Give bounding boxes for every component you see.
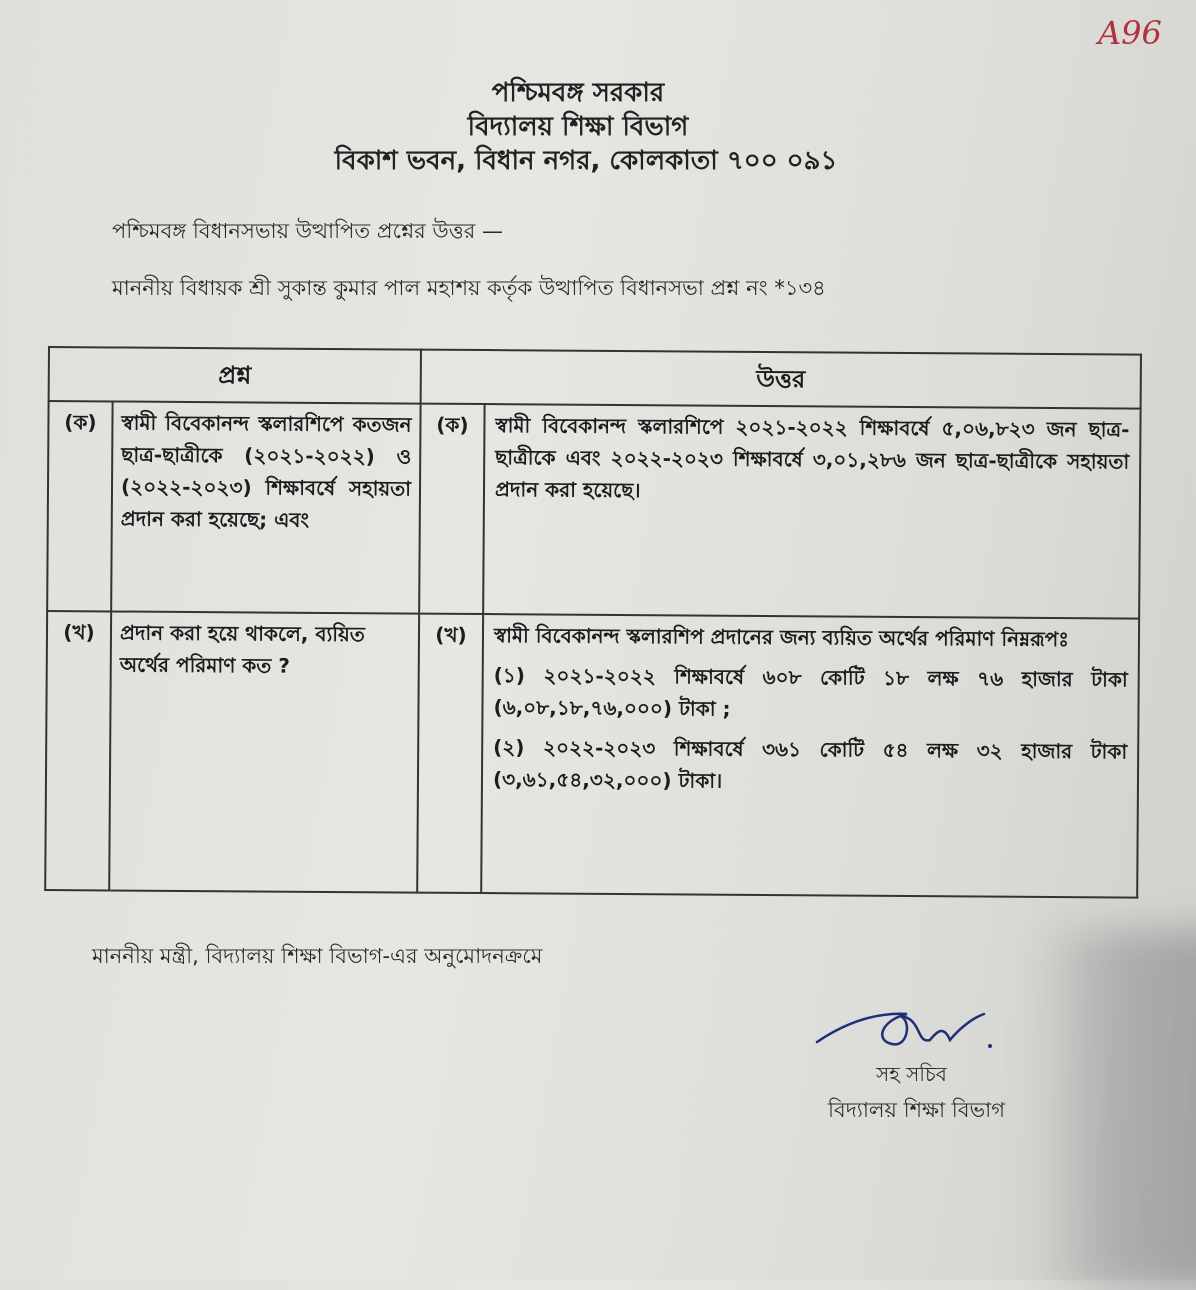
approval-note: মাননীয় মন্ত্রী, বিদ্যালয় শিক্ষা বিভাগ-এর অনুমোদনক্রমে [92,944,543,968]
answer-text [481,614,1139,898]
answer-paragraph: স্বামী বিবেকানন্দ স্কলারশিপে ২০২১-২০২২ শিক্ষাবর্ষে ৫,০৬,৮২৩ জন ছাত্র-ছাত্রীকে এবং ২০২২-২০২৩ শিক্ষাবর্ষে ৩,০১,২৮৬ জন ছাত্র-ছাত্রীকে সহায়তা প্রদান করা হয়েছে। [494,413,1130,503]
table-row [45,611,1139,898]
answer-paragraph: স্বামী বিবেকানন্দ স্কলারশিপ প্রদানের জন্য ব্যয়িত অর্থের পরিমাণ নিম্নরূপঃ [493,623,1070,652]
corner-mark: A96 [1098,14,1162,52]
answer-label: (খ) [417,614,483,893]
answer-text [483,404,1140,619]
signatory-department: বিদ্যালয় শিক্ষা বিভাগ [828,1098,1006,1122]
question-reference: মাননীয় বিধায়ক শ্রী সুকান্ত কুমার পাল মহাশয় কর্তৃক উত্থাপিত বিধানসভা প্রশ্ন নং *১৩৪ [112,276,826,300]
header-question: প্রশ্ন [49,347,421,404]
table-row [47,401,1140,619]
question-text: স্বামী বিবেকানন্দ স্কলারশিপে কতজন ছাত্র-ছাত্রীকে (২০২১-২০২২) ও (২০২২-২০২৩) শিক্ষাবর্ষে সহায়তা প্রদান করা হয়েছে; এবং [111,401,420,613]
header-department: বিদ্যালয় শিক্ষা বিভাগ [467,112,689,142]
question-label: (খ) [45,611,111,890]
signatory-title: সহ সচিব [876,1062,947,1086]
answer-paragraph: (২) ২০২২-২০২৩ শিক্ষাবর্ষে ৩৬১ কোটি ৫৪ লক্ষ ৩২ হাজার টাকা (৩,৬১,৫৪,৩২,০০০) টাকা। [492,735,1128,793]
intro-line: পশ্চিমবঙ্গ বিধানসভায় উত্থাপিত প্রশ্নের উত্তর — [112,219,504,243]
question-label: (ক) [47,401,112,611]
question-text: প্রদান করা হয়ে থাকলে, ব্যয়িত অর্থের পরিমাণ কত ? [109,611,419,892]
page-shadow [1030,930,1196,1290]
table-header-row [49,347,1141,409]
header-answer: উত্তর [421,350,1141,409]
qa-table [44,346,1142,899]
header-address: বিকাশ ভবন, বিধান নগর, কোলকাতা ৭০০ ০৯১ [334,146,838,176]
header-government: পশ্চিমবঙ্গ সরকার [491,78,665,108]
answer-paragraph: (১) ২০২১-২০২২ শিক্ষাবর্ষে ৬০৮ কোটি ১৮ লক্ষ ৭৬ হাজার টাকা (৬,০৮,১৮,৭৬,০০০) টাকা ; [493,663,1128,721]
answer-label: (ক) [419,404,484,614]
